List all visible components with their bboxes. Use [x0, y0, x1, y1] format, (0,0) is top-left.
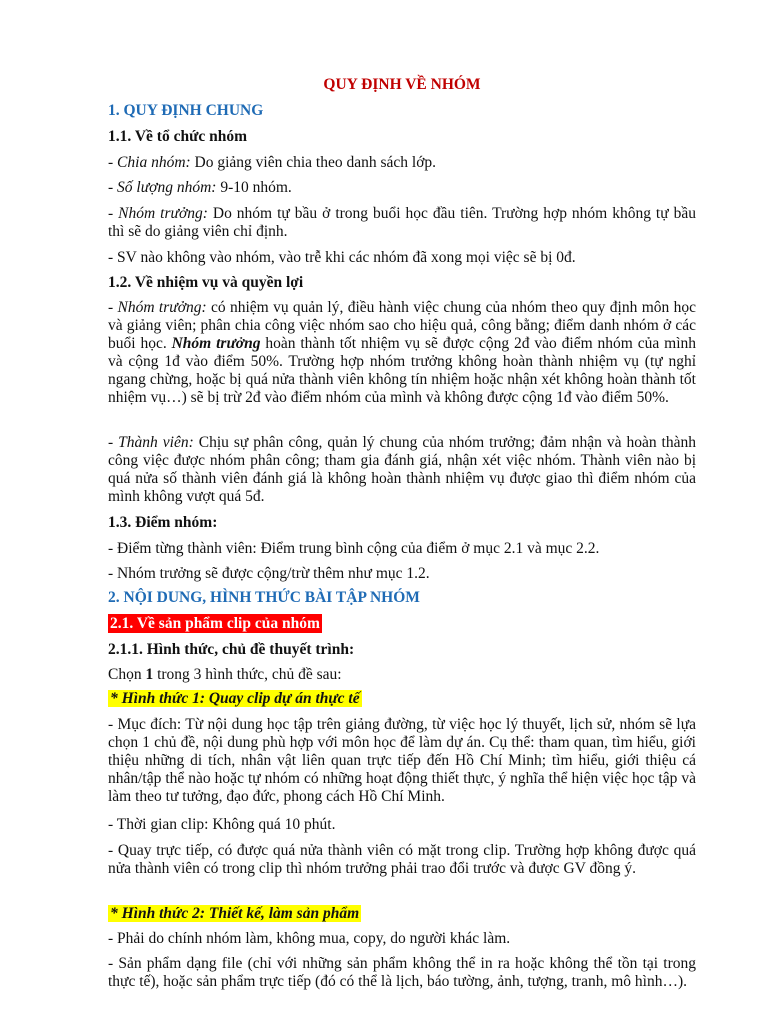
subsection-2-1-heading [108, 615, 696, 633]
highlighted-hinh-thuc-1: * Hình thức 1: Quay clip dự án thực tế [110, 690, 360, 707]
paragraph-nhom-truong-bau: - Nhóm trưởng: Do nhóm tự bầu ở trong buổi học đầu tiên. Trường hợp nhóm không tự bầu thì sẽ do giảng viên chỉ định. [108, 205, 696, 240]
subsection-1-1-heading: 1.1. Về tổ chức nhóm [108, 128, 248, 145]
subsection-2-1-1-heading: 2.1.1. Hình thức, chủ đề thuyết trình: [108, 641, 355, 658]
label-nhom-truong-nv: Nhóm trưởng: [117, 299, 207, 316]
paragraph-phai-do-nhom-lam: - Phải do chính nhóm làm, không mua, copy, do người khác làm. [108, 930, 511, 947]
section-1-heading: 1. QUY ĐỊNH CHUNG [108, 102, 264, 119]
hinh-thuc-2-heading [108, 905, 696, 923]
highlighted-hinh-thuc-2: * Hình thức 2: Thiết kế, làm sản phẩm [110, 905, 360, 922]
paragraph-nhom-truong-cong-tru: - Nhóm trưởng sẽ được cộng/trừ thêm như mục 1.2. [108, 565, 430, 582]
highlighted-heading-2-1: 2.1. Về sản phẩm clip của nhóm [110, 615, 320, 632]
subsection-1-2-heading: 1.2. Về nhiệm vụ và quyền lợi [108, 274, 304, 291]
document-title: QUY ĐỊNH VỀ NHÓM [323, 76, 481, 93]
paragraph-muc-dich: - Mục đích: Từ nội dung học tập trên giảng đường, từ việc học lý thuyết, lịch sử, nhóm sẽ lựa chọn 1 chủ đề, nội dung phù hợp với môn học để làm dự án. Cụ thể: tham quan, tìm hiểu, giới thiệu những di tích, nhân vật liên quan trực tiếp đến Hồ Chí Minh; tìm hiểu, giới thiệu cá nhân/tập thể nào hoặc tự nhóm có những hoạt động thiết thực, ý nghĩa thể hiện việc học tập và làm theo tư tưởng, đạo đức, phong cách Hồ Chí Minh. [108, 716, 696, 805]
paragraph-thanh-vien: - Thành viên: Chịu sự phân công, quản lý chung của nhóm trưởng; đảm nhận và hoàn thành công việc được nhóm phân công; tham gia đánh giá, nhận xét việc nhóm. Thành viên nào bị quá nửa số thành viên đánh giá là không hoàn thành nhiệm vụ được giao thì điểm nhóm của mình không vượt quá 5đ. [108, 434, 696, 505]
paragraph-diem-thanh-vien: - Điểm từng thành viên: Điểm trung bình cộng của điểm ở mục 2.1 và mục 2.2. [108, 540, 600, 557]
paragraph-sv-khong-vao-nhom: - SV nào không vào nhóm, vào trễ khi các nhóm đã xong mọi việc sẽ bị 0đ. [108, 249, 576, 266]
label-nhom-truong: Nhóm trưởng: [118, 205, 208, 222]
paragraph-nhom-truong-nhiem-vu: - Nhóm trưởng: có nhiệm vụ quản lý, điều hành việc chung của nhóm theo quy định môn học và giảng viên; phân chia công việc nhóm sao cho hiệu quả, công bằng; điểm danh nhóm ở các buổi học. Nhóm trưởng hoàn thành tốt nhiệm vụ sẽ được cộng 2đ vào điểm nhóm của mình và cộng 1đ vào điểm 50%. Trường hợp nhóm trưởng không hoàn thành nhiệm vụ (tự nghỉ ngang chừng, hoặc bị quá nửa thành viên không tín nhiệm hoặc nhận xét không hoàn thành tốt nhiệm vụ…) sẽ bị trừ 2đ vào điểm nhóm của mình và không được cộng 1đ vào điểm 50%. [108, 299, 697, 406]
label-nhom-truong-bold: Nhóm trưởng [171, 335, 261, 352]
label-thanh-vien: Thành viên: [118, 434, 194, 451]
paragraph-thoi-gian-clip: - Thời gian clip: Không quá 10 phút. [108, 816, 336, 833]
paragraph-chon-hinh-thuc: Chọn 1 trong 3 hình thức, chủ đề sau: [108, 666, 342, 683]
section-2-heading: 2. NỘI DUNG, HÌNH THỨC BÀI TẬP NHÓM [108, 589, 420, 606]
hinh-thuc-1-heading [108, 690, 696, 708]
label-chia-nhom: Chia nhóm: [117, 154, 191, 171]
subsection-1-3-heading: 1.3. Điểm nhóm: [108, 514, 218, 531]
paragraph-quay-truc-tiep: - Quay trực tiếp, có được quá nửa thành viên có mặt trong clip. Trường hợp không được quá nửa thành viên có trong clip thì nhóm trưởng phải trao đổi trước và được GV đồng ý. [108, 842, 696, 877]
paragraph-chia-nhom: - Chia nhóm: Do giảng viên chia theo danh sách lớp. [108, 154, 437, 171]
paragraph-san-pham-dang-file: - Sản phẩm dạng file (chỉ với những sản phẩm không thể in ra hoặc không thể tồn tại trong thực tế), hoặc sản phẩm trực tiếp (đó có thể là lịch, báo tường, ảnh, tượng, tranh, mô hình…). [108, 955, 696, 990]
label-so-luong-nhom: Số lượng nhóm: [117, 179, 217, 196]
paragraph-so-luong-nhom: - Số lượng nhóm: 9-10 nhóm. [108, 179, 292, 196]
